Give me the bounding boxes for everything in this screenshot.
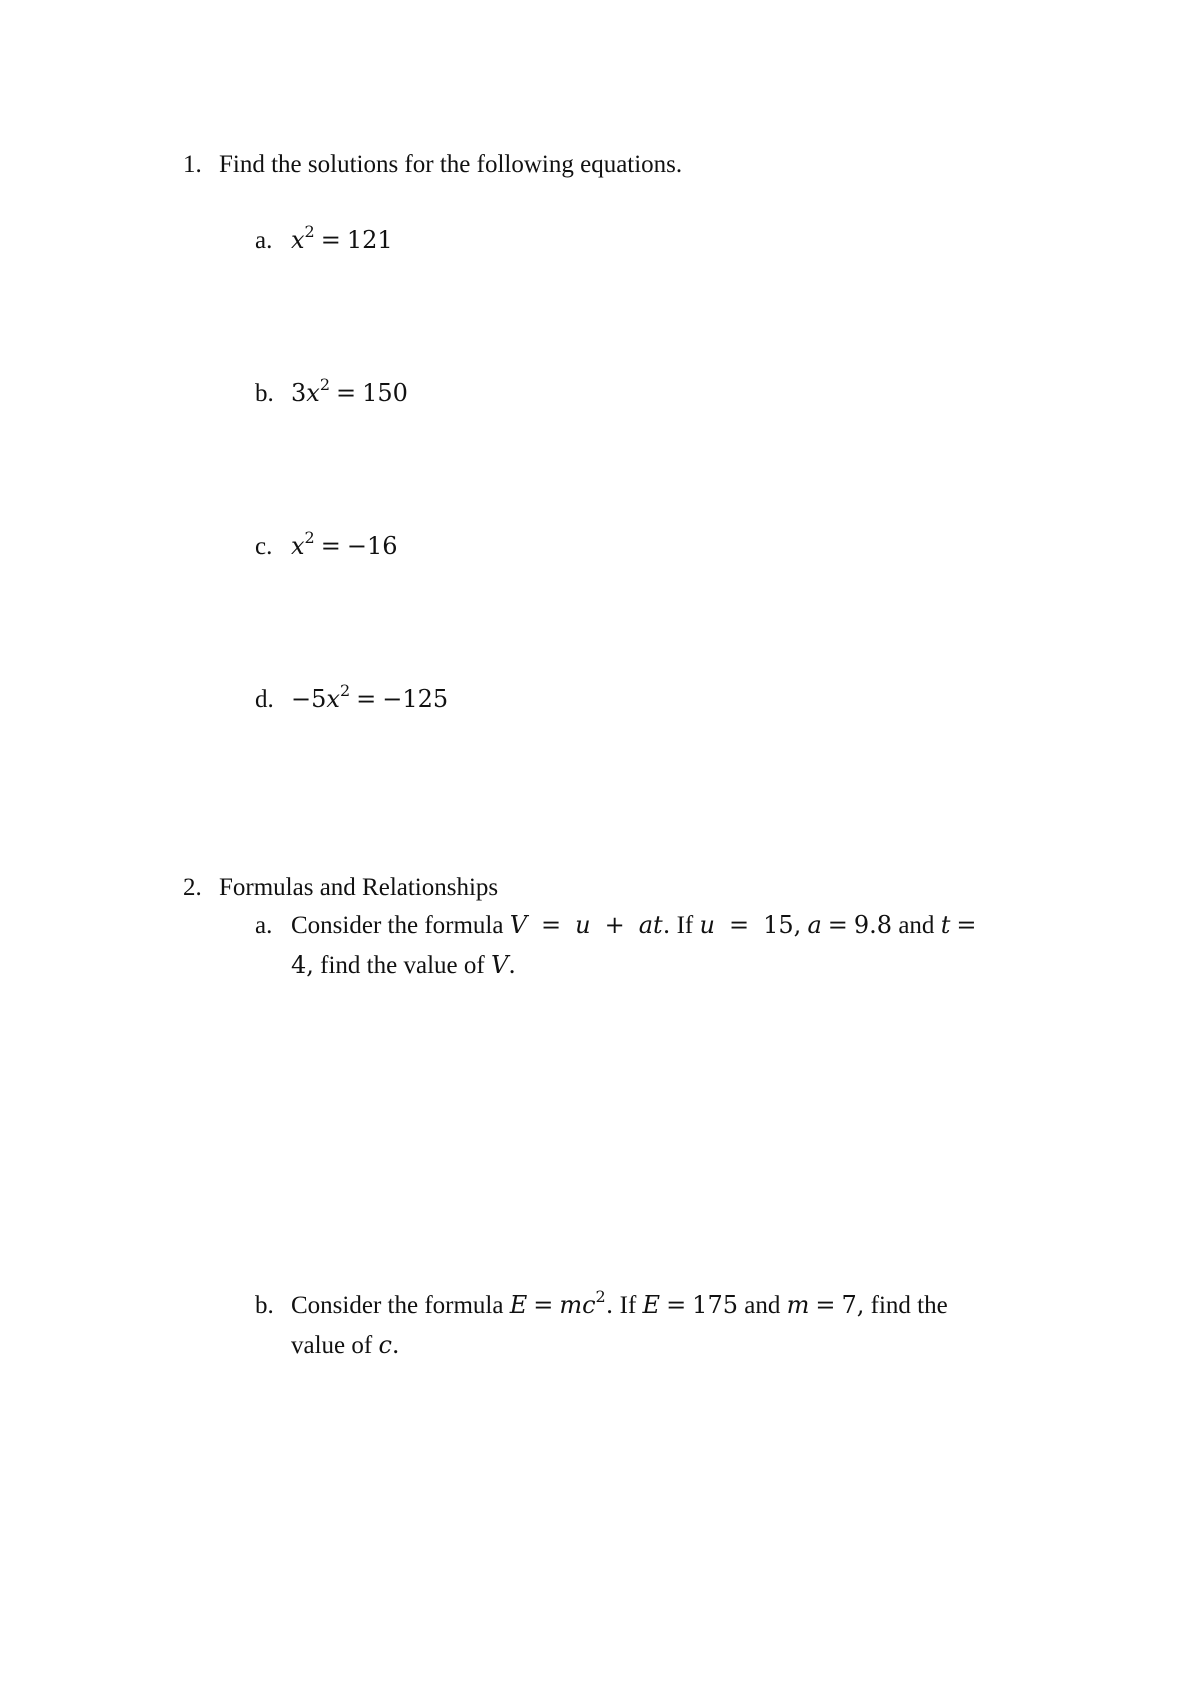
equation-b: b. $3x^2 = 150$ [255,375,408,407]
question-title: Formulas and Relationships [219,874,499,901]
equation-a: a. $x^2 = 121$ [255,222,393,254]
part-label: a. [255,227,273,254]
question-number: 1. [183,151,202,178]
part-label: a. [255,912,273,939]
formula-question-a-line-1: a. Consider the formula V = u + at. If u = 15, a = 9.8 and t = [255,911,977,939]
equation-c: c. $x^2 = -16$ [255,528,398,560]
question-1-heading [183,152,682,177]
question-2-heading [183,875,498,900]
part-label: c. [255,533,273,560]
part-label: d. [255,686,274,713]
equation-d: d. $-5x^2 = -125$ [255,681,449,713]
formula-question-b-line-1: b. Consider the formula $E = mc^2$. If E = 175 and m = 7, find the [255,1287,948,1319]
part-label: b. [255,1292,274,1319]
question-number: 2. [183,874,202,901]
part-label: b. [255,380,274,407]
question-title: Find the solutions for the following equations. [219,151,683,178]
formula-question-b-line-2: value of c. [291,1331,400,1359]
formula-question-a-line-2: 4, find the value of V. [291,951,516,979]
